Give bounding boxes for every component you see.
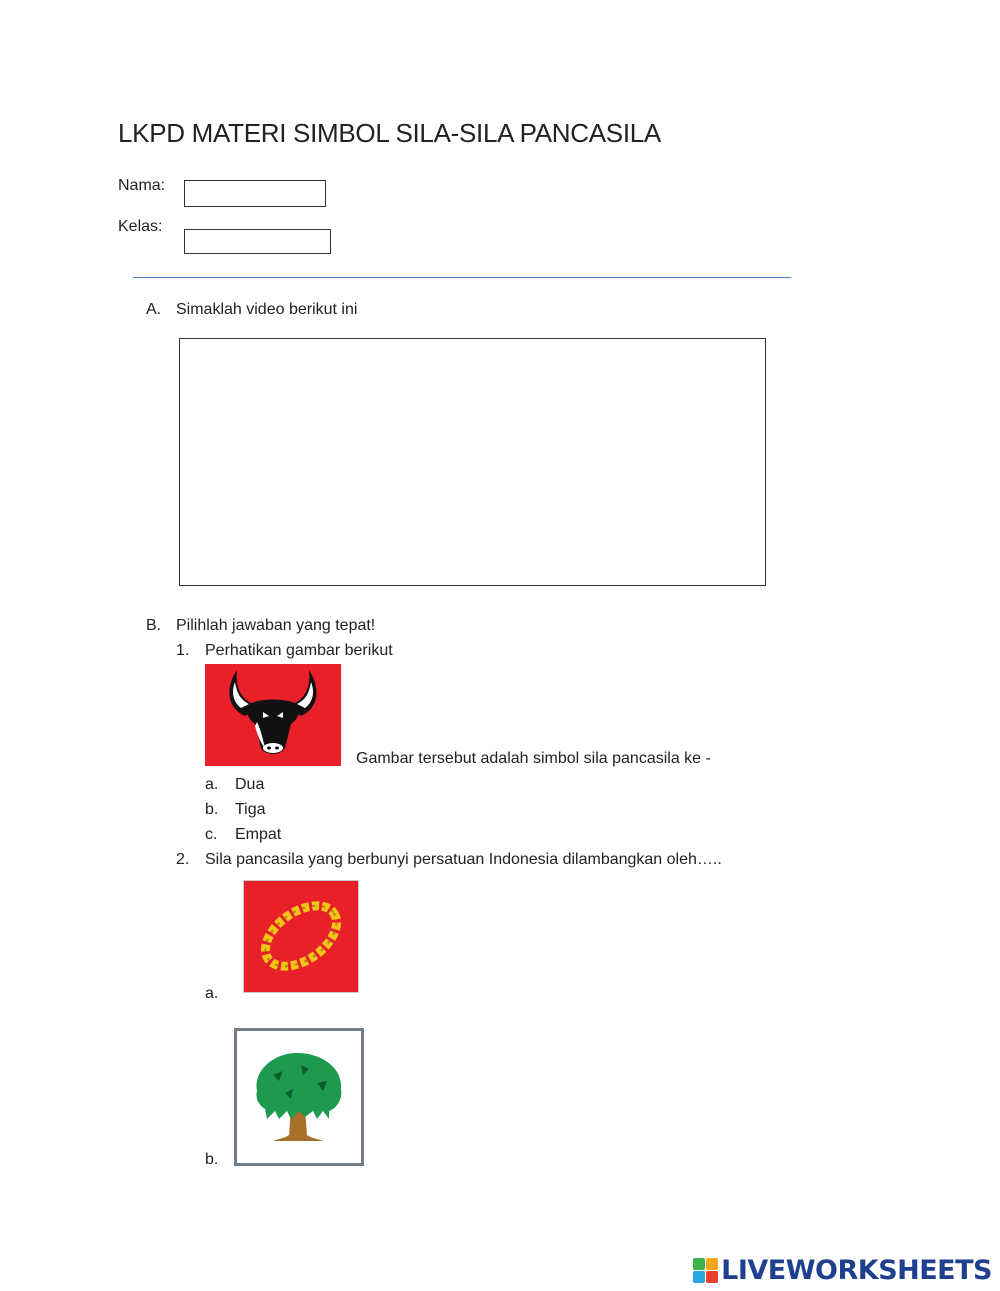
q2-option-a-letter: a. (205, 985, 219, 1002)
divider (133, 277, 791, 278)
question-2-text: Sila pancasila yang berbunyi persatuan Indonesia dilambangkan oleh….. (205, 851, 722, 868)
question-2-number: 2. (176, 851, 190, 868)
liveworksheets-logo-icon (693, 1258, 719, 1284)
page-title: LKPD MATERI SIMBOL SILA-SILA PANCASILA (118, 118, 661, 148)
q1-option-b-letter: b. (205, 801, 219, 818)
section-b-marker: B. (146, 617, 162, 634)
liveworksheets-wordmark: LIVEWORKSHEETS (721, 1255, 992, 1286)
section-b-text: Pilihlah jawaban yang tepat! (176, 617, 376, 634)
q1-option-c-text[interactable]: Empat (235, 826, 282, 843)
liveworksheets-logo (693, 1255, 992, 1286)
q2-option-b-letter: b. (205, 1151, 219, 1168)
q1-option-b-text[interactable]: Tiga (235, 801, 266, 818)
banyan-tree-symbol[interactable] (234, 1028, 364, 1166)
nama-input[interactable] (184, 180, 326, 207)
q1-option-c-letter: c. (205, 826, 218, 843)
chain-symbol[interactable] (243, 880, 359, 993)
video-placeholder[interactable] (179, 338, 766, 586)
kelas-label: Kelas: (118, 218, 163, 235)
nama-label: Nama: (118, 177, 166, 194)
section-a-marker: A. (146, 301, 162, 318)
section-a-text: Simaklah video berikut ini (176, 301, 358, 318)
kelas-input[interactable] (184, 229, 331, 254)
q1-option-a-text[interactable]: Dua (235, 776, 265, 793)
q1-option-a-letter: a. (205, 776, 219, 793)
question-1-caption: Gambar tersebut adalah simbol sila pancasila ke - (356, 750, 711, 767)
question-1-text: Perhatikan gambar berikut (205, 642, 393, 659)
bull-head-symbol (205, 664, 341, 766)
question-1-number: 1. (176, 642, 190, 659)
